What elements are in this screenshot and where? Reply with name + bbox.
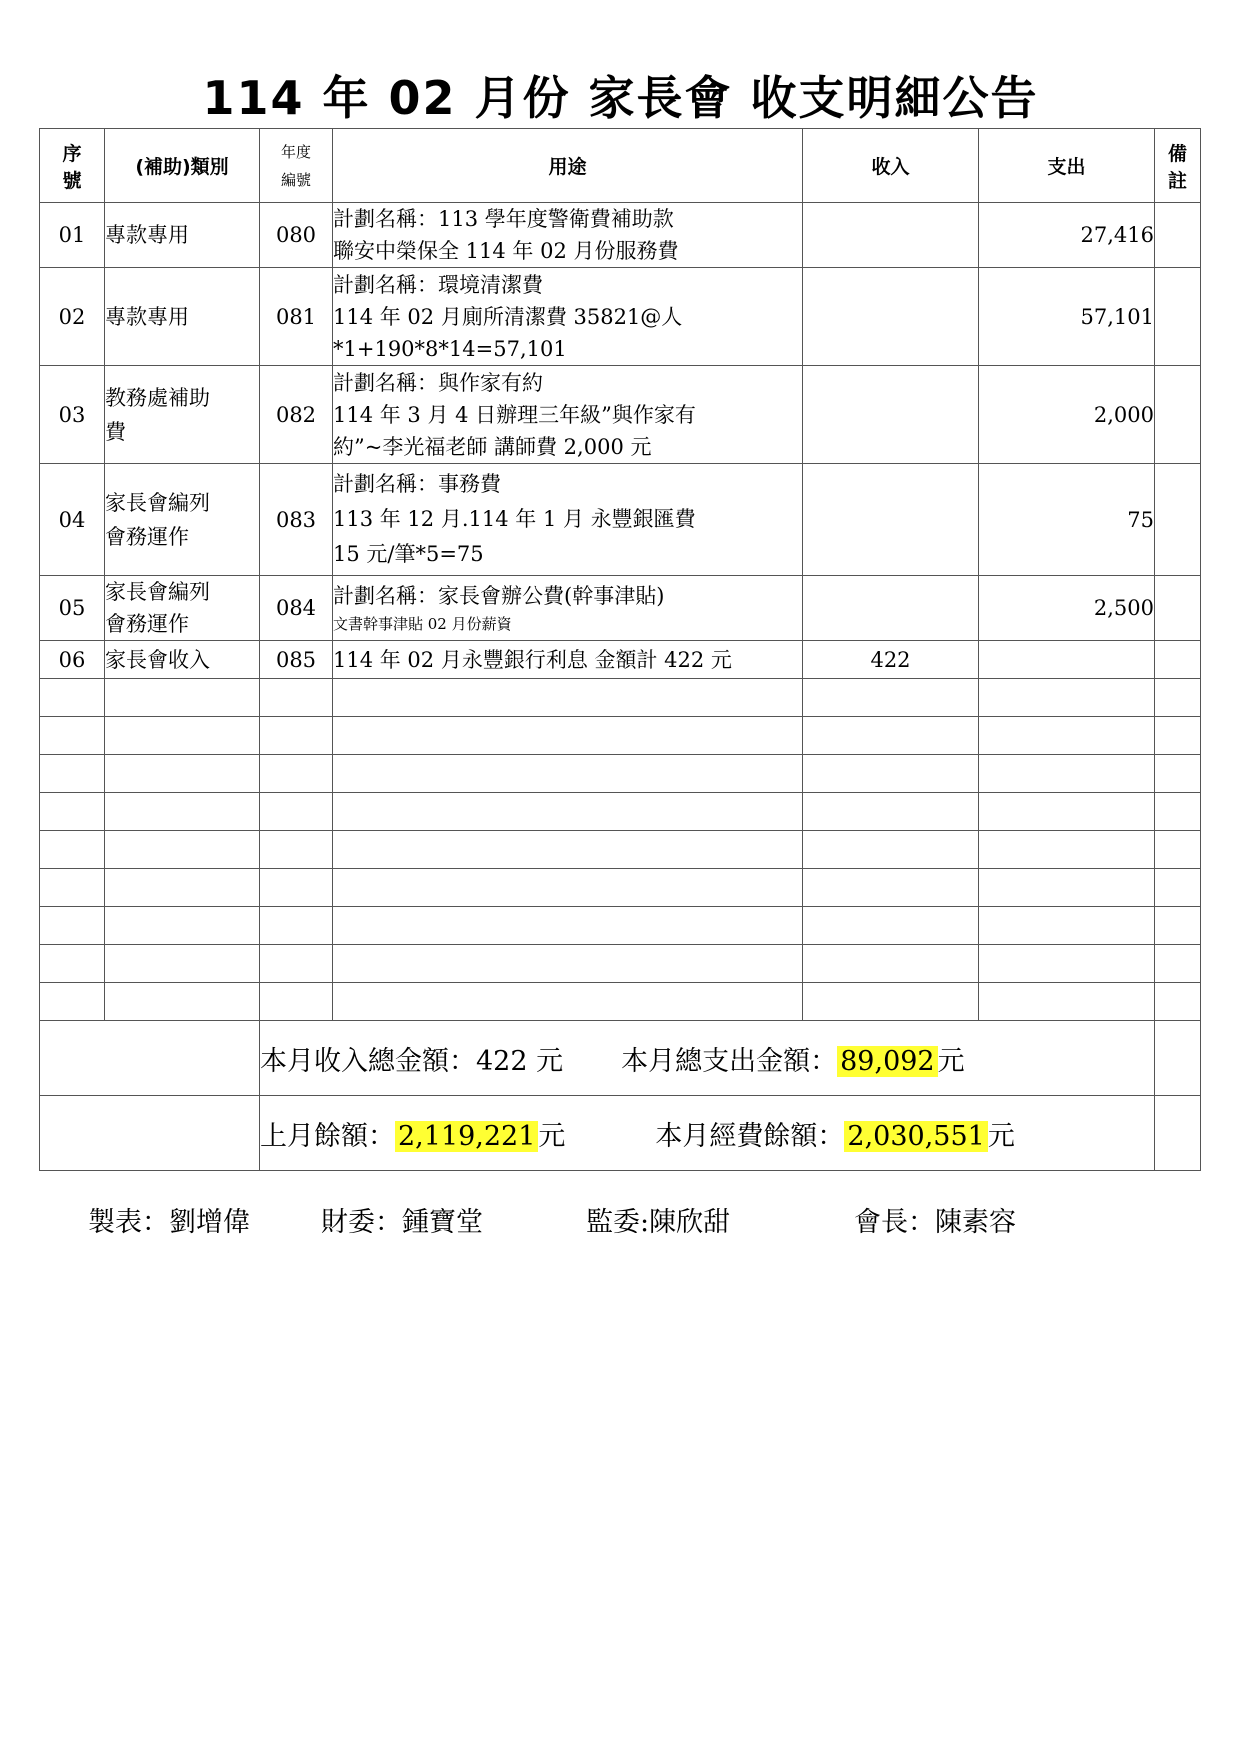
empty-row bbox=[40, 831, 1201, 869]
table-row bbox=[40, 641, 1201, 679]
header-income: 收入 bbox=[803, 129, 979, 203]
balance-summary: 上月餘額： 2,119,221 元 本月經費餘額： 2,030,551 元 bbox=[260, 1096, 1155, 1171]
expense-total-value: 89,092 bbox=[837, 1046, 937, 1077]
row-income: 422 bbox=[803, 641, 979, 679]
table-row bbox=[40, 268, 1201, 366]
empty-row bbox=[40, 717, 1201, 755]
row-income bbox=[803, 366, 979, 464]
row-remark bbox=[1155, 576, 1201, 641]
row-code: 083 bbox=[260, 464, 333, 576]
row-category: 專款專用 bbox=[105, 268, 260, 366]
row-code: 081 bbox=[260, 268, 333, 366]
ledger-table bbox=[39, 128, 1201, 1171]
row-seq: 03 bbox=[40, 366, 105, 464]
row-income bbox=[803, 464, 979, 576]
row-purpose: 計劃名稱：與作家有約 114 年 3 月 4 日辦理三年級”與作家有 約”~李光福老師 講師費 2,000 元 bbox=[333, 366, 803, 464]
row-income bbox=[803, 268, 979, 366]
empty-row bbox=[40, 869, 1201, 907]
row-code: 085 bbox=[260, 641, 333, 679]
row-expense: 57,101 bbox=[979, 268, 1155, 366]
signature-supervisor: 監委:陳欣甜 bbox=[586, 1207, 731, 1238]
row-category: 家長會收入 bbox=[105, 641, 260, 679]
row-category: 專款專用 bbox=[105, 203, 260, 268]
header-expense: 支出 bbox=[979, 129, 1155, 203]
expense-total-label: 本月總支出金額： bbox=[621, 1045, 838, 1077]
header-seq: 序 號 bbox=[40, 129, 105, 203]
header-remark: 備 註 bbox=[1155, 129, 1201, 203]
table-row bbox=[40, 203, 1201, 268]
row-code: 084 bbox=[260, 576, 333, 641]
row-code: 082 bbox=[260, 366, 333, 464]
row-expense: 2,500 bbox=[979, 576, 1155, 641]
income-total: 本月收入總金額：422 元 bbox=[260, 1045, 564, 1077]
empty-row bbox=[40, 983, 1201, 1021]
row-purpose: 計劃名稱：事務費 113 年 12 月.114 年 1 月 永豐銀匯費 15 元/筆*5=75 bbox=[333, 464, 803, 576]
row-seq: 05 bbox=[40, 576, 105, 641]
row-purpose: 114 年 02 月永豐銀行利息 金額計 422 元 bbox=[333, 641, 803, 679]
row-expense bbox=[979, 641, 1155, 679]
row-expense: 27,416 bbox=[979, 203, 1155, 268]
row-category: 教務處補助 費 bbox=[105, 366, 260, 464]
row-expense: 75 bbox=[979, 464, 1155, 576]
empty-row bbox=[40, 755, 1201, 793]
header-code: 年度 編號 bbox=[260, 129, 333, 203]
empty-row bbox=[40, 793, 1201, 831]
row-category: 家長會編列 會務運作 bbox=[105, 464, 260, 576]
row-category: 家長會編列 會務運作 bbox=[105, 576, 260, 641]
empty-row bbox=[40, 679, 1201, 717]
monthly-summary: 本月收入總金額：422 元 本月總支出金額： 89,092 元 bbox=[260, 1021, 1155, 1096]
header-purpose: 用途 bbox=[333, 129, 803, 203]
signature-line bbox=[88, 1200, 1016, 1239]
row-remark bbox=[1155, 203, 1201, 268]
row-remark bbox=[1155, 366, 1201, 464]
summary-row-balance bbox=[40, 1096, 1201, 1171]
header-row bbox=[40, 129, 1201, 203]
row-seq: 01 bbox=[40, 203, 105, 268]
page-title: 114 年 02 月份 家長會 收支明細公告 bbox=[202, 71, 1039, 125]
table-row bbox=[40, 464, 1201, 576]
row-income bbox=[803, 203, 979, 268]
row-purpose: 計劃名稱：113 學年度警衛費補助款 聯安中榮保全 114 年 02 月份服務費 bbox=[333, 203, 803, 268]
row-expense: 2,000 bbox=[979, 366, 1155, 464]
header-category: (補助)類別 bbox=[105, 129, 260, 203]
row-remark bbox=[1155, 268, 1201, 366]
row-purpose: 計劃名稱：環境清潔費 114 年 02 月廁所清潔費 35821@人 *1+190*8*14=57,101 bbox=[333, 268, 803, 366]
empty-row bbox=[40, 907, 1201, 945]
table-row bbox=[40, 576, 1201, 641]
row-remark bbox=[1155, 641, 1201, 679]
row-code: 080 bbox=[260, 203, 333, 268]
row-seq: 06 bbox=[40, 641, 105, 679]
balance-value: 2,030,551 bbox=[844, 1121, 987, 1152]
signature-maker: 製表：劉增偉 bbox=[88, 1207, 250, 1238]
empty-row bbox=[40, 945, 1201, 983]
row-seq: 04 bbox=[40, 464, 105, 576]
last-balance-value: 2,119,221 bbox=[395, 1121, 538, 1152]
row-income bbox=[803, 576, 979, 641]
signature-finance: 財委：鍾寶堂 bbox=[321, 1207, 483, 1238]
row-remark bbox=[1155, 464, 1201, 576]
table-row bbox=[40, 366, 1201, 464]
row-seq: 02 bbox=[40, 268, 105, 366]
row-purpose: 計劃名稱：家長會辦公費(幹事津貼) 文書幹事津貼 02 月份薪資 bbox=[333, 576, 803, 641]
summary-row-monthly bbox=[40, 1021, 1201, 1096]
signature-president: 會長：陳素容 bbox=[854, 1207, 1016, 1238]
